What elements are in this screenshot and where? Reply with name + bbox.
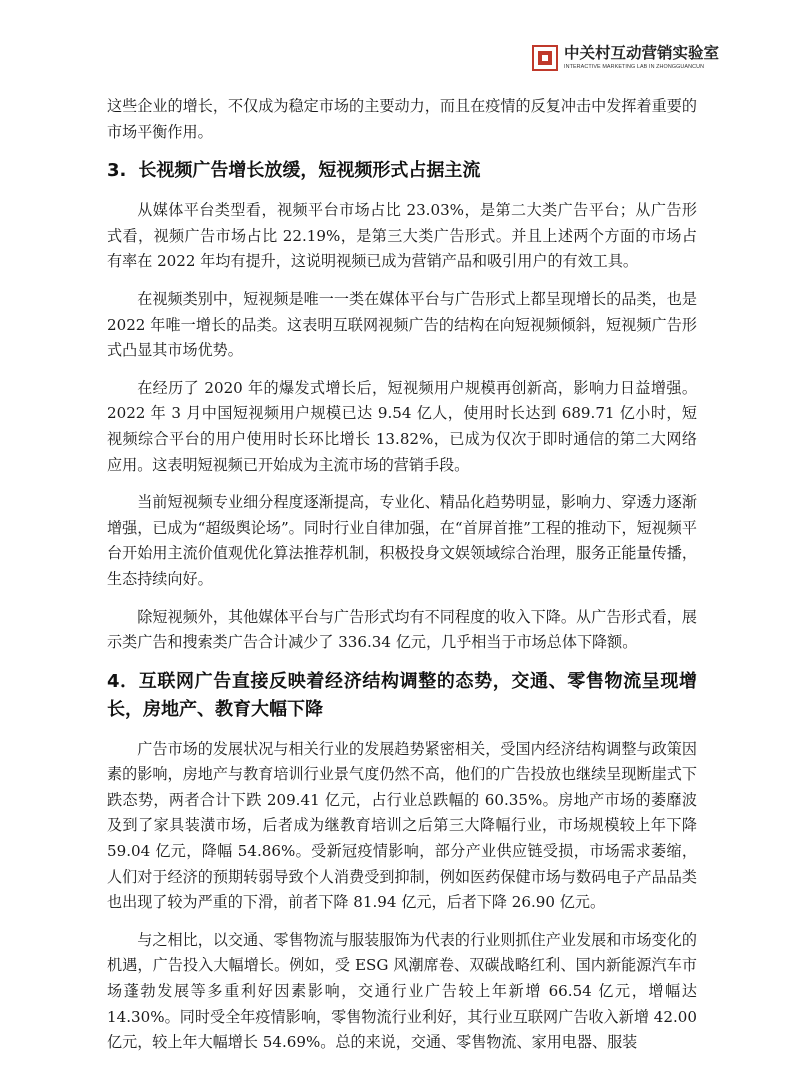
logo-text	[564, 46, 719, 70]
document-body	[107, 94, 697, 1068]
section-heading-4	[107, 668, 697, 724]
paragraph: 除短视频外，其他媒体平台与广告形式均有不同程度的收入下降。从广告形式看，展示类广告和搜索类广告合计减少了 336.34 亿元，几乎相当于市场总体下降额。	[107, 607, 697, 652]
logo-mark-icon	[532, 45, 558, 71]
paragraph: 从媒体平台类型看，视频平台市场占比 23.03%，是第二大类广告平台；从广告形式看，视频广告市场占比 22.19%，是第三大类广告形式。并且上述两个方面的市场占有率在 2022 年均有提升，这说明视频已成为营销产品和吸引用户的有效工具。	[107, 201, 697, 271]
section-number: 4．	[107, 670, 139, 692]
lab-logo	[532, 44, 724, 72]
logo-english-name: INTERACTIVE MARKETING LAB IN ZHONGGUANCUN	[564, 63, 705, 70]
section-title: 互联网广告直接反映着经济结构调整的态势，交通、零售物流呈现增长，房地产、教育大幅下降	[107, 670, 697, 720]
paragraph: 当前短视频专业细分程度逐渐提高，专业化、精品化趋势明显，影响力、穿透力逐渐增强，已成为“超级舆论场”。同时行业自律加强，在“首屏首推”工程的推动下，短视频平台开始用主流价值观优化算法推荐机制，积极投身文娱领域综合治理，服务正能量传播，生态持续向好。	[107, 493, 697, 588]
paragraph: 广告市场的发展状况与相关行业的发展趋势紧密相关，受国内经济结构调整与政策因素的影响，房地产与教育培训行业景气度仍然不高，他们的广告投放也继续呈现断崖式下跌态势，两者合计下跌 209.41 亿元，占行业总跌幅的 60.35%。房地产市场的萎靡波及到了家具装潢市场，后者成为继教育培训之后第三大降幅行业，市场规模较上年下降 59.04 亿元，降幅 54.86%。受新冠疫情影响，部分产业供应链受损，市场需求萎缩，人们对于经济的预期转弱导致个人消费受到抑制，例如医药保健市场与数码电子产品品类也出现了较为严重的下滑，前者下降 81.94 亿元，后者下降 26.90 亿元。	[107, 739, 697, 912]
paragraph-continuation: 这些企业的增长，不仅成为稳定市场的主要动力，而且在疫情的反复冲击中发挥着重要的市场平衡作用。	[107, 97, 697, 141]
paragraph: 与之相比，以交通、零售物流与服装服饰为代表的行业则抓住产业发展和市场变化的机遇，广告投入大幅增长。例如，受 ESG 风潮席卷、双碳战略红利、国内新能源汽车市场蓬勃发展等多重利好因素影响，交通行业广告较上年新增 66.54 亿元，增幅达 14.30%。同时受全年疫情影响，零售物流行业利好，其行业互联网广告收入新增 42.00 亿元，较上年大幅增长 54.69%。总的来说，交通、零售物流、家用电器、服装	[107, 930, 697, 1052]
section-heading-3	[107, 157, 697, 185]
logo-chinese-name: 中关村互动营销实验室	[564, 44, 720, 63]
section-number: 3.	[107, 160, 127, 182]
section-title: 长视频广告增长放缓，短视频形式占据主流	[138, 160, 481, 182]
paragraph: 在视频类别中，短视频是唯一一类在媒体平台与广告形式上都呈现增长的品类，也是 2022 年唯一增长的品类。这表明互联网视频广告的结构在向短视频倾斜，短视频广告形式凸显其市场优势。	[107, 289, 697, 360]
paragraph: 在经历了 2020 年的爆发式增长后，短视频用户规模再创新高，影响力日益增强。2022 年 3 月中国短视频用户规模已达 9.54 亿人，使用时长达到 689.71 亿小时，短视频综合平台的用户使用时长环比增长 13.82%，已成为仅次于即时通信的第二大网络应用。这表明短视频已开始成为主流市场的营销手段。	[107, 378, 697, 474]
